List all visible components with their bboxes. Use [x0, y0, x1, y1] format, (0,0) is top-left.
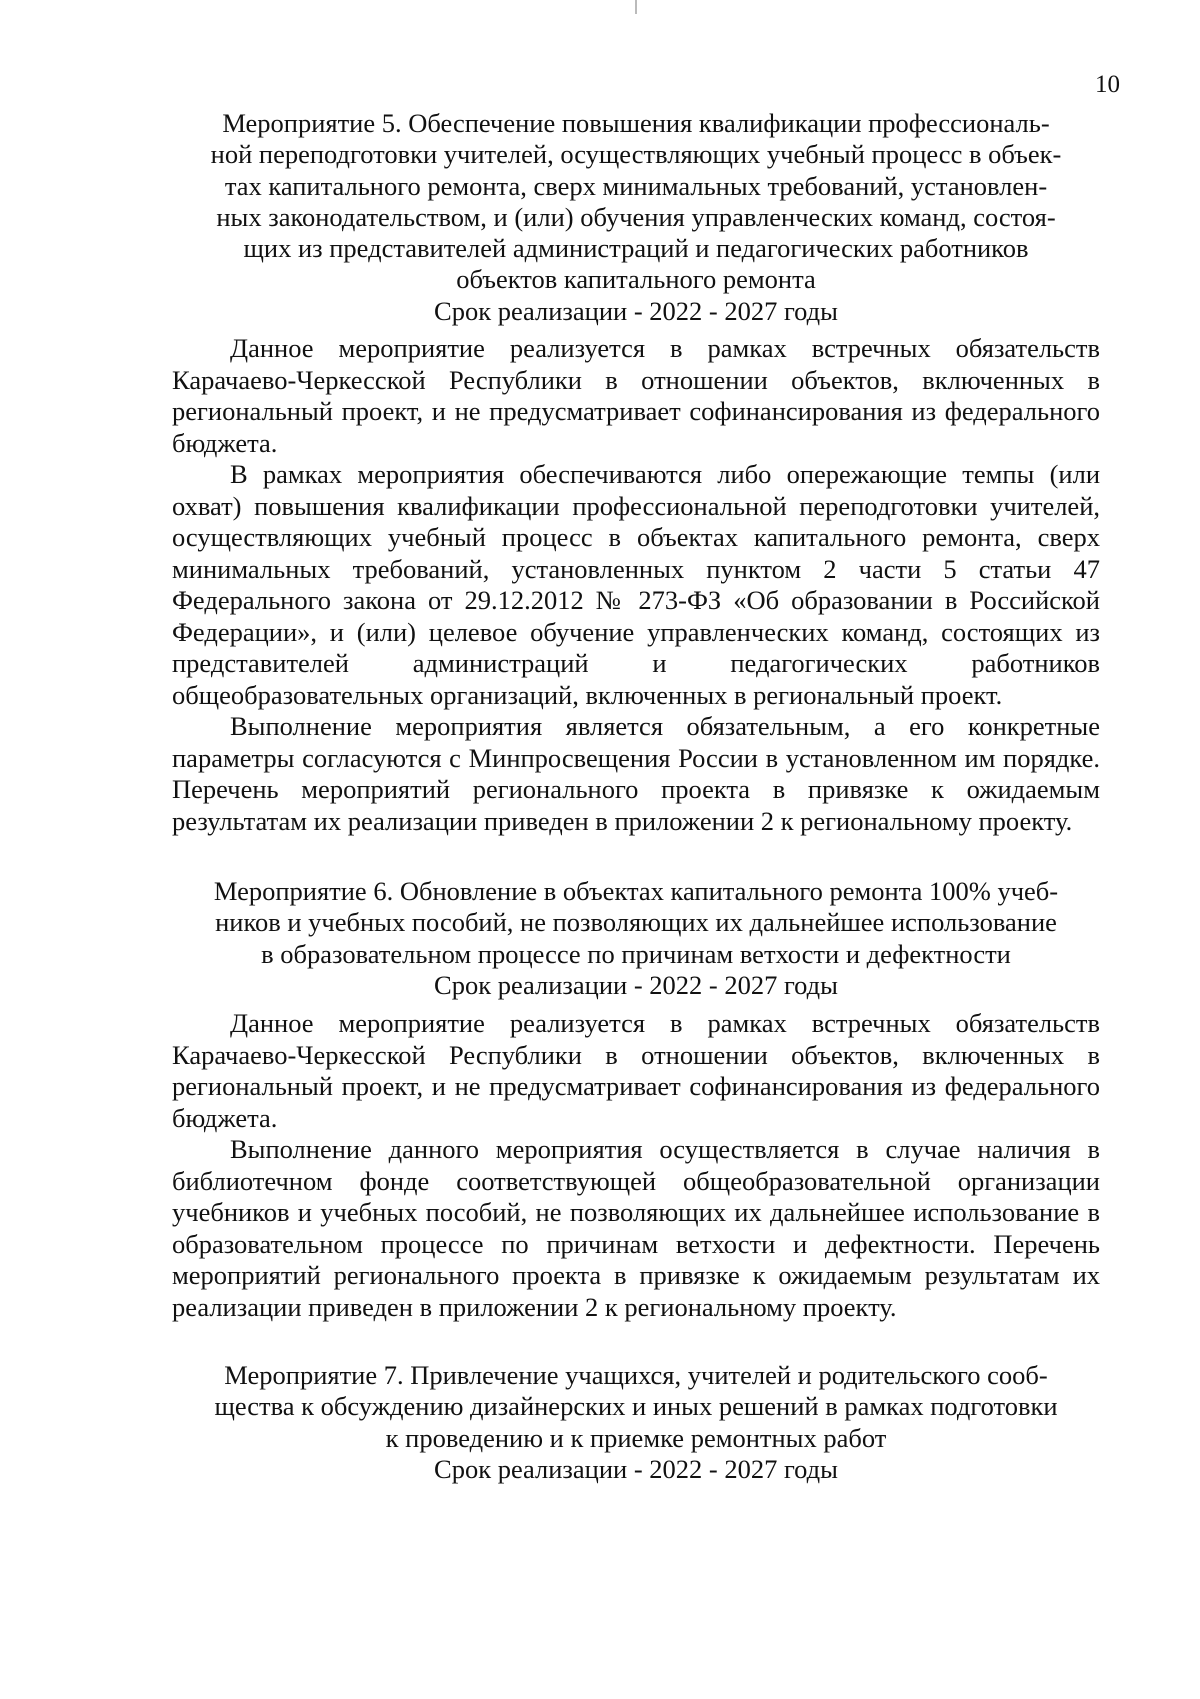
heading-line: объектов капитального ремонта: [456, 264, 816, 295]
page-number: 10: [1095, 71, 1120, 98]
heading-line: ных законодательством, и (или) обучения управленческих команд, состоя-: [216, 201, 1056, 232]
measure-5-body: [172, 333, 1100, 837]
heading-line: ников и учебных пособий, не позволяющих их дальнейшее использование: [215, 907, 1057, 938]
paragraph: Выполнение данного мероприятия осуществляется в случае наличия в библиотечном фонде соответствующей общеобразовательной организации учебников и учебных пособий, не позволяющих их дальнейшее использование в образовательном процессе по причинам ветхости и дефектности. Перечень мероприятий регионального проекта в привязке к ожидаемым результатам их реализации приведен в приложении 2 к региональному проекту.: [172, 1134, 1100, 1322]
paragraph: Данное мероприятие реализуется в рамках встречных обязательств Карачаево-Черкесской Республики в отношении объектов, включенных в региональный проект, и не предусматривает софинансирования из федерального бюджета.: [172, 333, 1100, 458]
deadline-line: Срок реализации - 2022 - 2027 годы: [434, 295, 838, 326]
measure-5-heading: [172, 108, 1100, 327]
measure-6-heading: [172, 876, 1100, 1001]
heading-line: ной переподготовки учителей, осуществляющих учебный процесс в объек-: [210, 139, 1062, 170]
deadline-line: Срок реализации - 2022 - 2027 годы: [434, 1453, 838, 1484]
scan-artifact: [635, 0, 637, 14]
heading-line: щих из представителей администраций и педагогических работников: [243, 233, 1029, 264]
paragraph: В рамках мероприятия обеспечиваются либо опережающие темпы (или охват) повышения квалификации профессиональной переподготовки учителей, осуществляющих учебный процесс в объектах капитального ремонта, сверх минимальных требований, установленных пунктом 2 части 5 статьи 47 Федерального закона от 29.12.2012 № 273-ФЗ «Об образовании в Российской Федерации», и (или) целевое обучение управленческих команд, состоящих из представителей администраций и педагогических работников общеобразовательных организаций, включенных в региональный проект.: [172, 459, 1100, 710]
heading-line: в образовательном процессе по причинам ветхости и дефектности: [261, 938, 1011, 969]
heading-line: Мероприятие 5. Обеспечение повышения квалификации профессиональ-: [222, 108, 1050, 138]
heading-line: Мероприятие 7. Привлечение учащихся, учителей и родительского сооб-: [224, 1360, 1048, 1390]
measure-6-body: [172, 1008, 1100, 1323]
measure-7-heading: [172, 1360, 1100, 1485]
heading-line: к проведению и к приемке ремонтных работ: [385, 1422, 887, 1453]
deadline-line: Срок реализации - 2022 - 2027 годы: [434, 969, 838, 1000]
paragraph: Данное мероприятие реализуется в рамках встречных обязательств Карачаево-Черкесской Республики в отношении объектов, включенных в региональный проект, и не предусматривает софинансирования из федерального бюджета.: [172, 1008, 1100, 1133]
paragraph: Выполнение мероприятия является обязательным, а его конкретные параметры согласуются с Минпросвещения России в установленном им порядке. Перечень мероприятий регионального проекта в привязке к ожидаемым результатам их реализации приведен в приложении 2 к региональному проекту.: [172, 711, 1100, 836]
heading-line: щества к обсуждению дизайнерских и иных решений в рамках подготовки: [214, 1391, 1058, 1422]
heading-line: Мероприятие 6. Обновление в объектах капитального ремонта 100% учеб-: [213, 876, 1059, 906]
heading-line: тах капитального ремонта, сверх минимальных требований, установлен-: [224, 170, 1048, 201]
